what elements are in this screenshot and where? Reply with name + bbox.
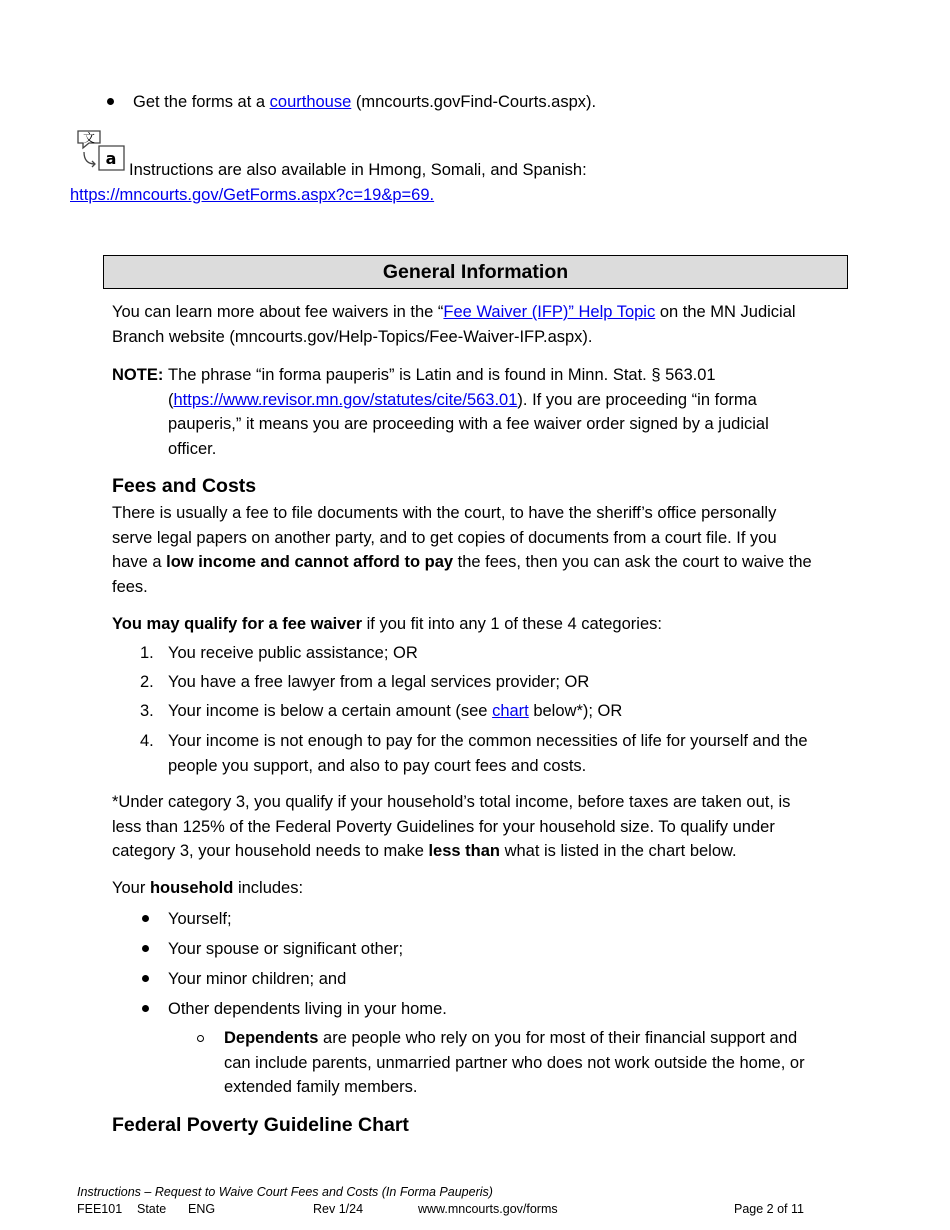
translate-icon-graphic bbox=[75, 128, 127, 174]
fees-paragraph: There is usually a fee to file documents with the court, to have the sheriff’s office personally serve legal papers on another party, and to get copies of documents from a court file. If you have a low income and cannot afford to pay the fees, then you can ask the court to waive the fees. bbox=[112, 504, 812, 596]
general-intro: You can learn more about fee waivers in the “Fee Waiver (IFP)” Help Topic on the MN Judicial Branch website (mncourts.gov/Help-Topics/Fee-Waiver-IFP.aspx). bbox=[112, 303, 796, 346]
poverty-chart-heading: Federal Poverty Guideline Chart bbox=[112, 1114, 409, 1136]
courthouse-link[interactable]: courthouse bbox=[269, 93, 352, 111]
footer-language: ENG bbox=[188, 1202, 216, 1216]
category-item: You receive public assistance; OR bbox=[168, 644, 418, 662]
bullet-icon bbox=[142, 945, 149, 952]
category-item: You have a free lawyer from a legal services provider; OR bbox=[168, 673, 590, 691]
household-item: Your spouse or significant other; bbox=[168, 940, 404, 958]
footer-website: www.mncourts.gov/forms bbox=[418, 1202, 558, 1216]
footer-revision: Rev 1/24 bbox=[313, 1202, 364, 1216]
footer-jurisdiction: State bbox=[137, 1202, 167, 1216]
category-item: Your income is not enough to pay for the common necessities of life for yourself and the people you support, and also to pay court fees and costs. bbox=[168, 732, 808, 775]
note-label: NOTE: bbox=[112, 366, 164, 384]
bullet-icon bbox=[107, 98, 114, 105]
footer-form-id: FEE101 bbox=[77, 1202, 123, 1216]
fee-waiver-help-topic-link[interactable]: Fee Waiver (IFP)” Help Topic bbox=[443, 303, 656, 321]
bullet-icon bbox=[142, 975, 149, 982]
chart-link[interactable]: chart bbox=[492, 702, 529, 720]
qualify-intro: You may qualify for a fee waiver if you fit into any 1 of these 4 categories: bbox=[112, 615, 662, 633]
revisor-statute-link[interactable]: https://www.revisor.mn.gov/statutes/cite/563.01 bbox=[173, 390, 518, 409]
household-item: Yourself; bbox=[168, 910, 232, 928]
translate-text: Instructions are also available in Hmong, Somali, and Spanish: bbox=[129, 161, 587, 179]
fees-and-costs-heading: Fees and Costs bbox=[112, 475, 257, 497]
footer-title: Instructions – Request to Waive Court Fees and Costs (In Forma Pauperis) bbox=[77, 1185, 493, 1199]
sub-bullet-icon bbox=[197, 1035, 204, 1042]
note-text: The phrase “in forma pauperis” is Latin and is found in Minn. Stat. § 563.01 (https://www.revisor.mn.gov/statutes/cite/563.01). If you are proceeding “in forma pauperis,” it means you are proceeding with a fee waiver order signed by a judicial officer. bbox=[168, 366, 769, 458]
dependents-definition: Dependents are people who rely on you for most of their financial support and can include parents, unmarried partner who does not work outside the home, or extended family members. bbox=[224, 1029, 805, 1096]
footer-page-number: Page 2 of 11 bbox=[734, 1202, 804, 1216]
category-item: Your income is below a certain amount (see chart below*); OR bbox=[168, 702, 623, 720]
category-number: 2. bbox=[140, 673, 154, 691]
translate-glyph-source: 文 bbox=[82, 131, 96, 145]
get-forms-line: Get the forms at a courthouse (mncourts.govFind-Courts.aspx). bbox=[133, 93, 597, 111]
category-number: 4. bbox=[140, 732, 154, 750]
category-number: 1. bbox=[140, 644, 154, 662]
household-item: Your minor children; and bbox=[168, 970, 347, 988]
category-3-note: *Under category 3, you qualify if your household’s total income, before taxes are taken out, is less than 125% of the Federal Poverty Guidelines for your household size. To qualify under category 3, your household needs to make less than what is listed in the chart below. bbox=[112, 793, 791, 860]
general-information-heading: General Information bbox=[103, 255, 848, 289]
household-intro: Your household includes: bbox=[112, 879, 304, 897]
translate-icon bbox=[75, 128, 127, 174]
translate-link[interactable]: https://mncourts.gov/GetForms.aspx?c=19&p=69. bbox=[70, 186, 435, 204]
category-number: 3. bbox=[140, 702, 154, 720]
bullet-icon bbox=[142, 915, 149, 922]
bullet-icon bbox=[142, 1005, 149, 1012]
household-item: Other dependents living in your home. bbox=[168, 1000, 447, 1018]
translate-glyph-target: a bbox=[105, 149, 117, 168]
